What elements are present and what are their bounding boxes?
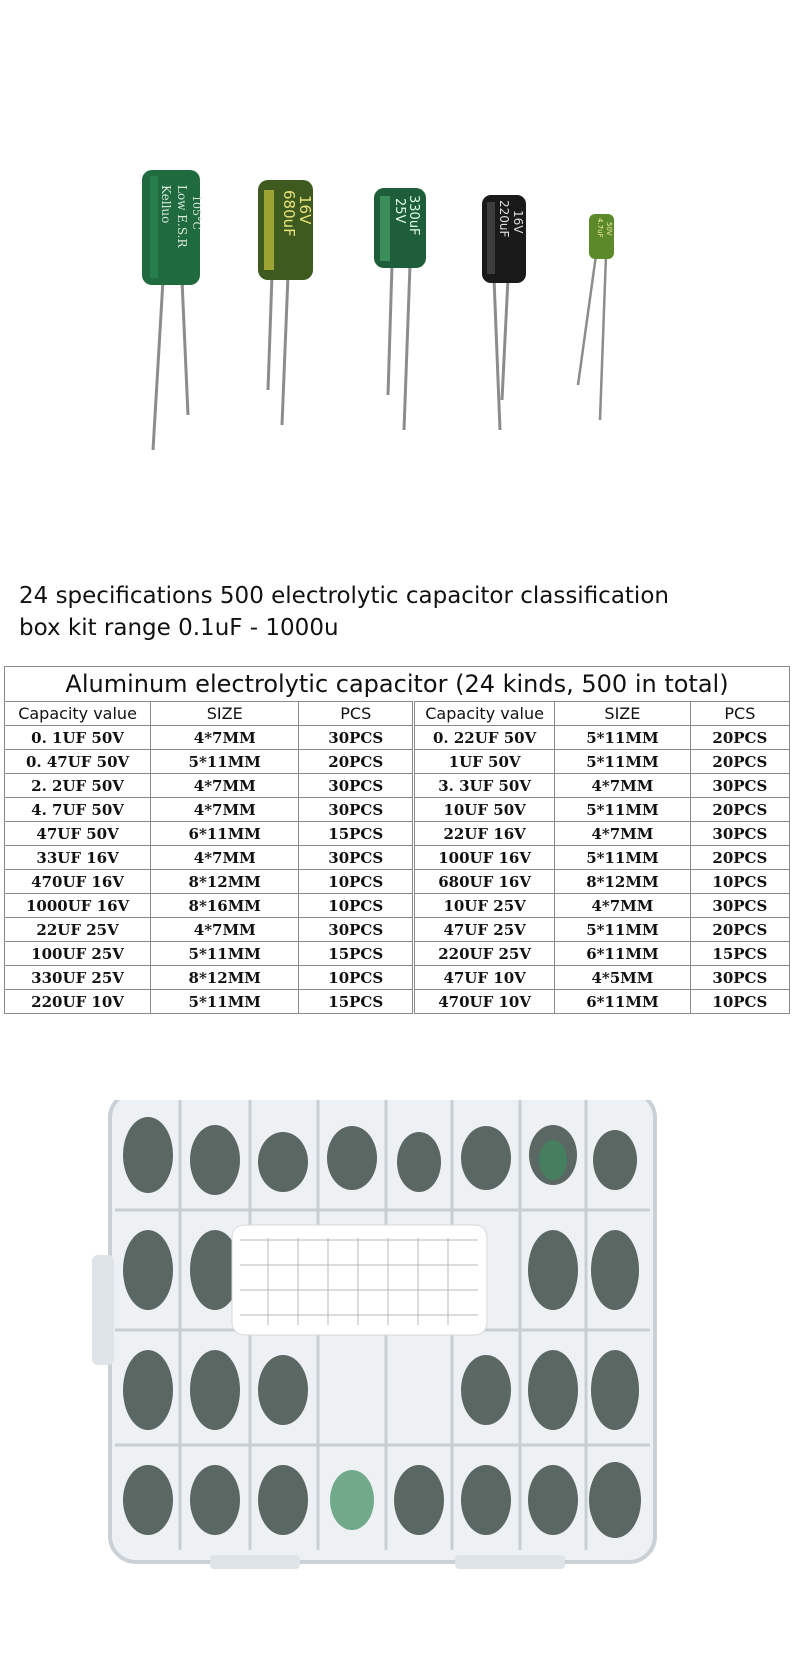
capacity-value: 100UF 25V [5, 942, 151, 966]
pcs-value: 10PCS [690, 990, 789, 1014]
capacitor-black [482, 195, 526, 430]
product-heading [19, 580, 779, 644]
size-value: 5*11MM [555, 750, 691, 774]
pcs-value: 30PCS [690, 822, 789, 846]
capacitors-photo [0, 0, 800, 560]
table-title: Aluminum electrolytic capacitor (24 kinds, 500 in total) [5, 667, 790, 702]
table-row [5, 798, 790, 822]
table-row [5, 750, 790, 774]
pcs-value: 15PCS [299, 990, 414, 1014]
header-size: SIZE [555, 702, 691, 726]
capacity-value: 220UF 10V [5, 990, 151, 1014]
capacity-value: 47UF 25V [414, 918, 555, 942]
header-capacity: Capacity value [5, 702, 151, 726]
capacity-value: 0. 1UF 50V [5, 726, 151, 750]
capacity-value: 47UF 50V [5, 822, 151, 846]
size-value: 5*11MM [151, 990, 299, 1014]
capacity-value: 470UF 10V [414, 990, 555, 1014]
pcs-value: 30PCS [299, 798, 414, 822]
pcs-value: 30PCS [690, 894, 789, 918]
organizer-box [92, 1100, 655, 1569]
table-row [5, 966, 790, 990]
capacitor-label-voltage: 50V [605, 222, 613, 236]
pcs-value: 20PCS [690, 918, 789, 942]
table-row [5, 942, 790, 966]
pcs-value: 10PCS [690, 870, 789, 894]
capacitor-label-voltage: 25V [392, 198, 407, 224]
capacitor-label-value: 220uF [497, 200, 511, 238]
pcs-value: 10PCS [299, 966, 414, 990]
size-value: 8*12MM [151, 966, 299, 990]
size-value: 4*7MM [151, 918, 299, 942]
capacity-value: 3. 3UF 50V [414, 774, 555, 798]
size-value: 4*5MM [555, 966, 691, 990]
size-value: 6*11MM [555, 942, 691, 966]
table-row [5, 918, 790, 942]
pcs-value: 30PCS [690, 774, 789, 798]
capacity-value: 680UF 16V [414, 870, 555, 894]
capacitor-spec-table [4, 666, 790, 1014]
capacity-value: 2. 2UF 50V [5, 774, 151, 798]
capacity-value: 47UF 10V [414, 966, 555, 990]
pcs-value: 15PCS [299, 942, 414, 966]
pcs-value: 30PCS [299, 774, 414, 798]
capacitor-olive [258, 180, 314, 425]
capacitor-label-voltage: 16V [296, 195, 314, 225]
capacity-value: 10UF 25V [414, 894, 555, 918]
size-value: 4*7MM [151, 798, 299, 822]
pcs-value: 20PCS [299, 750, 414, 774]
capacitor-label-brand: Kelluo [159, 185, 173, 224]
size-value: 5*11MM [555, 726, 691, 750]
capacity-value: 220UF 25V [414, 942, 555, 966]
table-row [5, 822, 790, 846]
capacity-value: 0. 22UF 50V [414, 726, 555, 750]
size-value: 4*7MM [555, 894, 691, 918]
pcs-value: 20PCS [690, 846, 789, 870]
capacitor-large-green [142, 170, 203, 450]
capacity-value: 22UF 25V [5, 918, 151, 942]
header-capacity: Capacity value [414, 702, 555, 726]
pcs-value: 30PCS [690, 966, 789, 990]
size-value: 5*11MM [151, 750, 299, 774]
header-pcs: PCS [690, 702, 789, 726]
capacity-value: 22UF 16V [414, 822, 555, 846]
header-size: SIZE [151, 702, 299, 726]
size-value: 6*11MM [151, 822, 299, 846]
capacitor-label-temp: 105°C [190, 195, 203, 230]
size-value: 5*11MM [151, 942, 299, 966]
capacitor-label-value: 4.7uF [596, 218, 604, 238]
pcs-value: 20PCS [690, 798, 789, 822]
size-value: 5*11MM [555, 798, 691, 822]
pcs-value: 15PCS [690, 942, 789, 966]
size-value: 5*11MM [555, 918, 691, 942]
capacity-value: 0. 47UF 50V [5, 750, 151, 774]
pcs-value: 30PCS [299, 726, 414, 750]
size-value: 4*7MM [151, 774, 299, 798]
capacitor-medium-green [374, 188, 426, 430]
pcs-value: 10PCS [299, 894, 414, 918]
header-pcs: PCS [299, 702, 414, 726]
capacitor-label-esr: Low E.S.R [175, 185, 189, 248]
pcs-value: 20PCS [690, 726, 789, 750]
pcs-value: 30PCS [299, 918, 414, 942]
capacity-value: 1UF 50V [414, 750, 555, 774]
table-row [5, 846, 790, 870]
capacity-value: 10UF 50V [414, 798, 555, 822]
capacity-value: 470UF 16V [5, 870, 151, 894]
size-value: 4*7MM [555, 774, 691, 798]
size-value: 4*7MM [555, 822, 691, 846]
pcs-value: 30PCS [299, 846, 414, 870]
size-value: 8*16MM [151, 894, 299, 918]
capacity-value: 330UF 25V [5, 966, 151, 990]
capacitor-label-voltage: 16V [511, 210, 525, 234]
table-row [5, 990, 790, 1014]
box-label-card [232, 1225, 487, 1335]
pcs-value: 20PCS [690, 750, 789, 774]
size-value: 8*12MM [555, 870, 691, 894]
table-row [5, 870, 790, 894]
size-value: 5*11MM [555, 846, 691, 870]
capacity-value: 1000UF 16V [5, 894, 151, 918]
capacitor-box-photo [0, 1100, 800, 1654]
table-row [5, 894, 790, 918]
capacitor-label-value: 680uF [280, 190, 298, 237]
table-header-row [5, 702, 790, 726]
table-row [5, 726, 790, 750]
pcs-value: 10PCS [299, 870, 414, 894]
heading-line-2: box kit range 0.1uF - 1000u [19, 615, 339, 641]
pcs-value: 15PCS [299, 822, 414, 846]
capacity-value: 100UF 16V [414, 846, 555, 870]
capacitor-small-green [578, 214, 614, 420]
size-value: 6*11MM [555, 990, 691, 1014]
capacity-value: 33UF 16V [5, 846, 151, 870]
size-value: 8*12MM [151, 870, 299, 894]
size-value: 4*7MM [151, 726, 299, 750]
capacitor-label-value: 330uF [406, 195, 421, 236]
table-row [5, 774, 790, 798]
heading-line-1: 24 specifications 500 electrolytic capacitor classification [19, 583, 669, 609]
size-value: 4*7MM [151, 846, 299, 870]
capacity-value: 4. 7UF 50V [5, 798, 151, 822]
